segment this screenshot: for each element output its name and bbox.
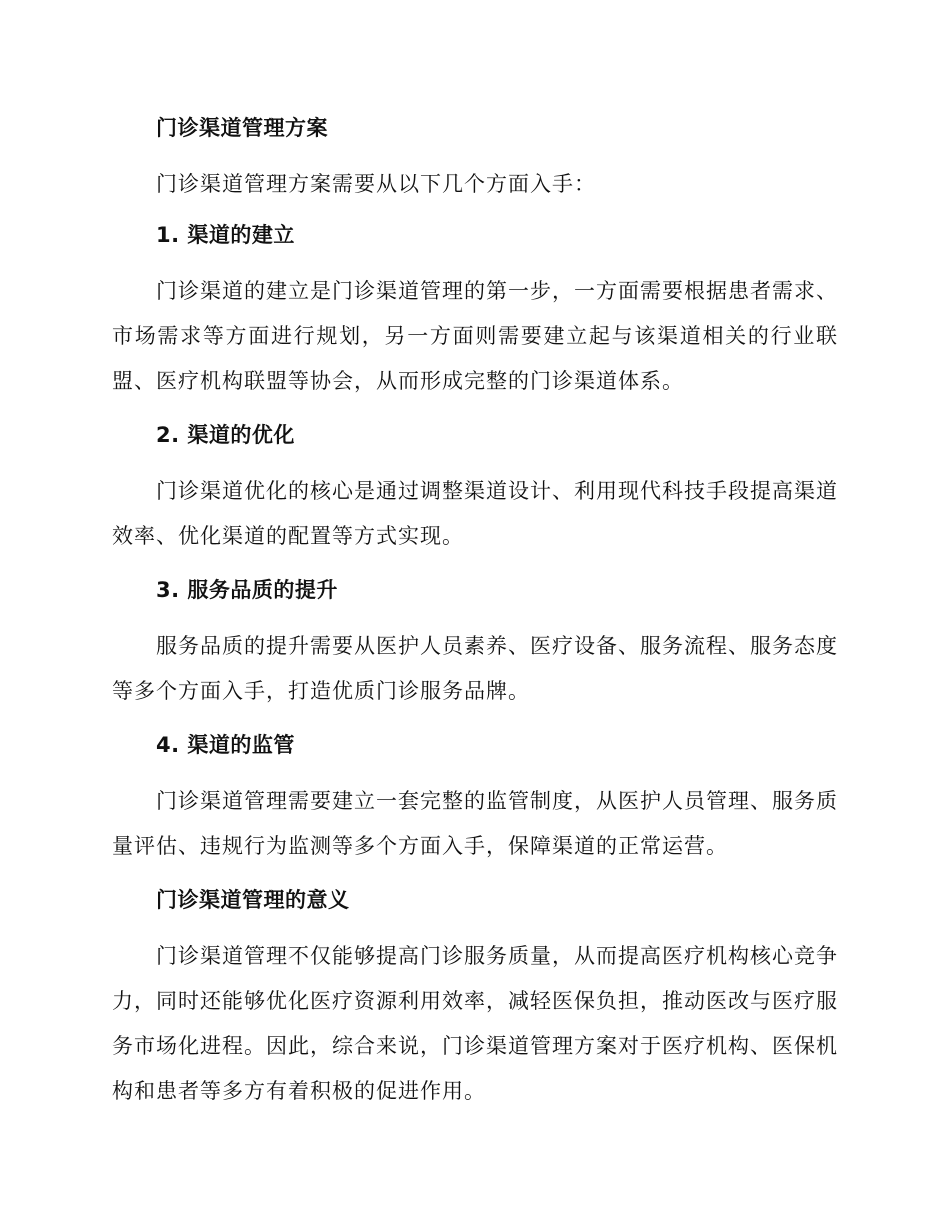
section-body-significance: 门诊渠道管理不仅能够提高门诊服务质量，从而提高医疗机构核心竞争力，同时还能够优化医疗资源利用效率，减轻医保负担，推动医改与医疗服务市场化进程。因此，综合来说，门诊渠道管理方案对于医疗机构、医保机构和患者等多方有着积极的促进作用。 <box>112 944 838 1103</box>
section-body-4: 门诊渠道管理需要建立一套完整的监管制度，从医护人员管理、服务质量评估、违规行为监测等多个方面入手，保障渠道的正常运营。 <box>112 789 838 858</box>
section-heading-3: 3. 服务品质的提升 <box>156 578 338 602</box>
section-heading-significance: 门诊渠道管理的意义 <box>156 888 350 912</box>
intro-paragraph: 门诊渠道管理方案需要从以下几个方面入手： <box>156 172 596 196</box>
document-title: 门诊渠道管理方案 <box>156 116 328 140</box>
section-body-3: 服务品质的提升需要从医护人员素养、医疗设备、服务流程、服务态度等多个方面入手，打造优质门诊服务品牌。 <box>112 634 838 703</box>
section-heading-2: 2. 渠道的优化 <box>156 423 295 447</box>
section-body-1: 门诊渠道的建立是门诊渠道管理的第一步，一方面需要根据患者需求、市场需求等方面进行规划，另一方面则需要建立起与该渠道相关的行业联盟、医疗机构联盟等协会，从而形成完整的门诊渠道体系。 <box>112 279 838 393</box>
section-heading-1: 1. 渠道的建立 <box>156 223 295 247</box>
section-body-2: 门诊渠道优化的核心是通过调整渠道设计、利用现代科技手段提高渠道效率、优化渠道的配置等方式实现。 <box>112 479 838 548</box>
section-heading-4: 4. 渠道的监管 <box>156 733 295 757</box>
